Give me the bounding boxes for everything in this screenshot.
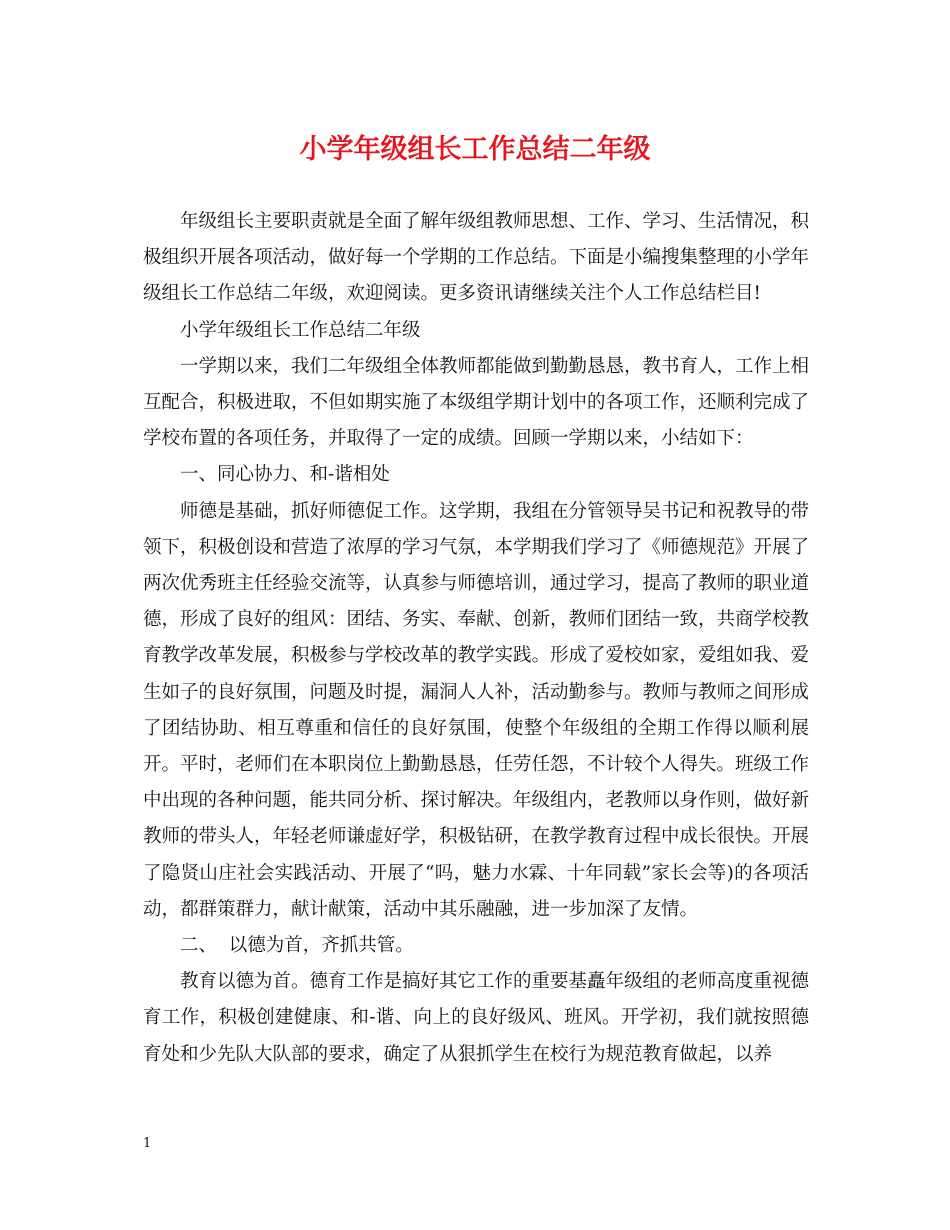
document-body <box>143 204 809 1073</box>
page-number: 1 <box>143 1136 152 1151</box>
section-heading-1: 一、同心协力、和-谐相处 <box>180 464 390 486</box>
intro-paragraph: 年级组长主要职责就是全面了解年级组教师思想、工作、学习、生活情况，积极组织开展各项活动，做好每一个学期的工作总结。下面是小编搜集整理的小学年级组长工作总结二年级，欢迎阅读。更多资讯请继续关注个人工作总结栏目! <box>143 211 810 305</box>
overview-paragraph: 一学期以来，我们二年级组全体教师都能做到勤勤恳恳，教书育人，工作上相互配合，积极进取，不但如期实施了本级组学期计划中的各项工作，还顺利完成了学校布置的各项任务，并取得了一定的成绩。回顾一学期以来，小结如下： <box>143 355 810 450</box>
document-title: 小学年级组长工作总结二年级 <box>299 134 651 165</box>
subtitle-paragraph: 小学年级组长工作总结二年级 <box>180 319 421 341</box>
section-2-paragraph: 教育以德为首。德育工作是搞好其它工作的重要基矗年级组的老师高度重视德育工作，积极创建健康、和-谐、向上的良好级风、班风。开学初，我们就按照德育处和少先队大队部的要求，确定了从狠抓学生在校行为规范教育做起，以养 <box>143 971 810 1065</box>
section-1-paragraph: 师德是基础，抓好师德促工作。这学期，我组在分管领导吴书记和祝教导的带领下，积极创设和营造了浓厚的学习气氛，本学期我们学习了《师德规范》开展了两次优秀班主任经验交流等，认真参与师德培训，通过学习，提高了教师的职业道德，形成了良好的组风：团结、务实、奉献、创新，教师们团结一致，共商学校教育教学改革发展，积极参与学校改革的教学实践。形成了爱校如家，爱组如我、爱生如子的良好氛围，问题及时提，漏洞人人补，活动勤参与。教师与教师之间形成了团结协助、相互尊重和信任的良好氛围，使整个年级组的全期工作得以顺利展开。平时，老师们在本职岗位上勤勤恳恳，任劳任怨，不计较个人得失。班级工作中出现的各种问题，能共同分析、探讨解决。年级组内，老教师以身作则，做好新教师的带头人，年轻老师谦虚好学，积极钻研，在教学教育过程中成长很快。开展了隐贤山庄社会实践活动、开展了“吗，魅力水霖、十年同载”家长会等)的各项活动，都群策群力，献计献策，活动中其乐融融，进一步加深了友情。 <box>143 500 810 920</box>
section-heading-2: 二、 以德为首，齐抓共管。 <box>180 935 414 957</box>
